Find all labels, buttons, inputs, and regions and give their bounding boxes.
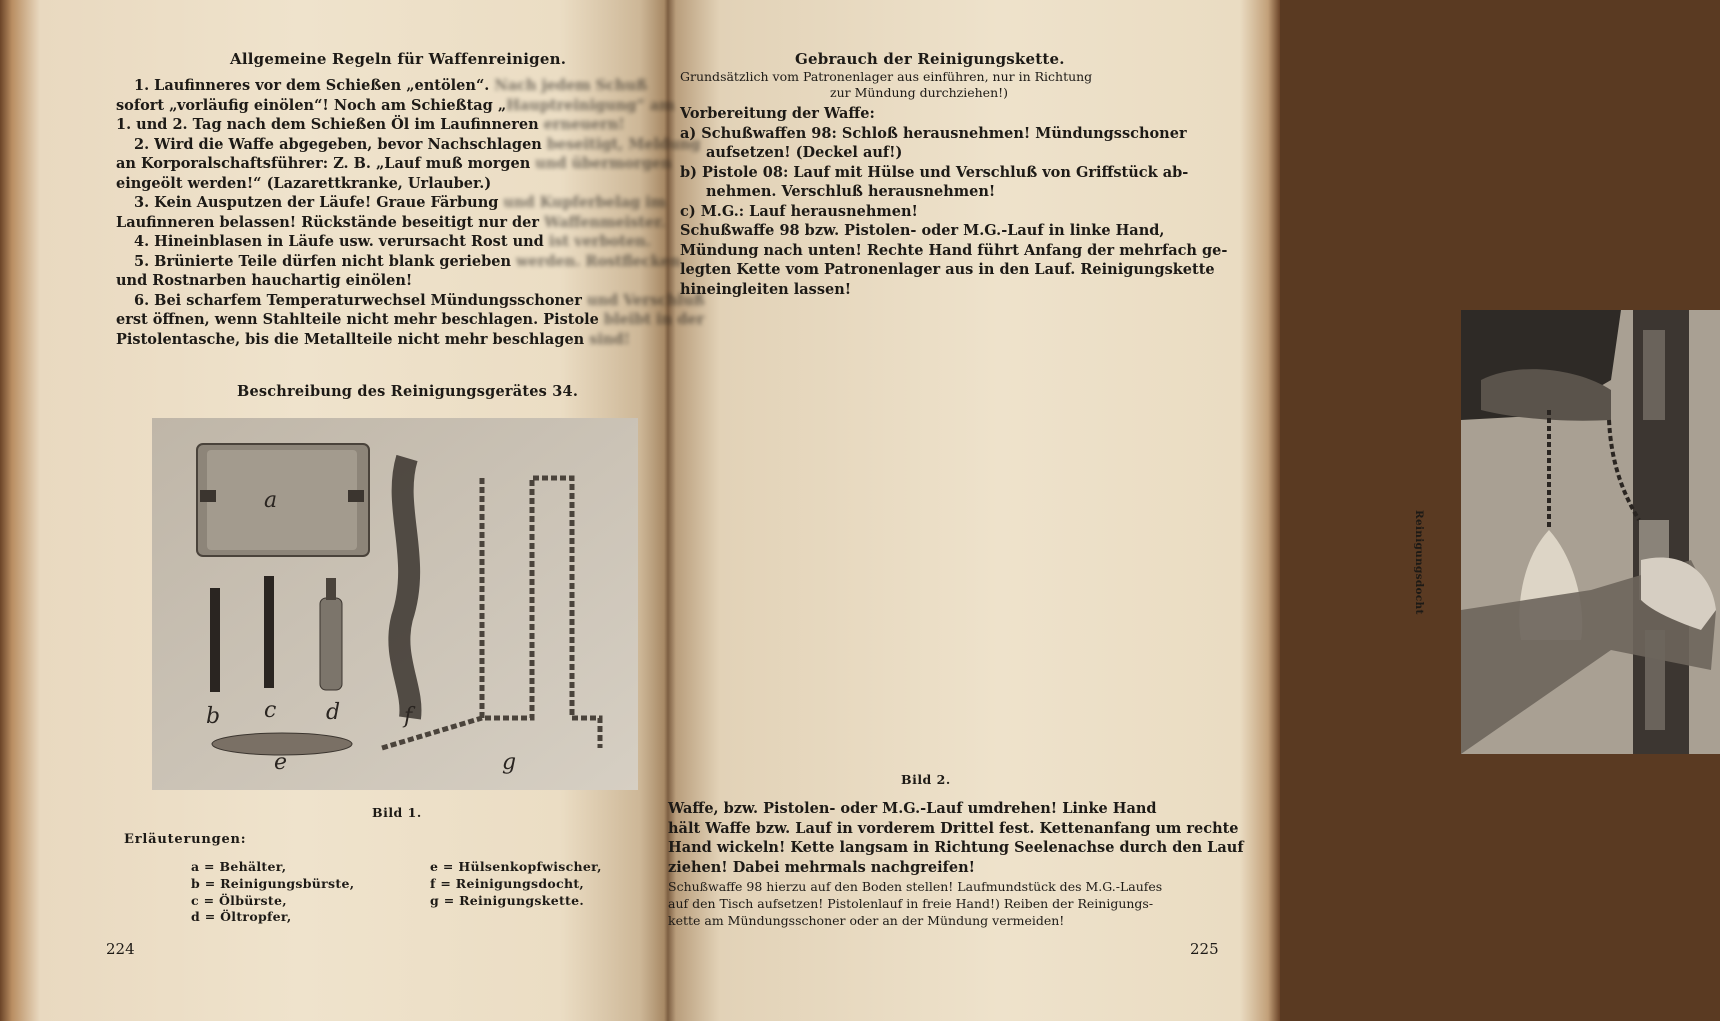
preparation-text	[680, 104, 1227, 299]
rule-line-gutter-text: und Verschluß	[586, 291, 705, 309]
rule-line-text: 4. Hineinblasen in Läufe usw. verursacht Rost und	[134, 233, 549, 250]
rule-line-text: Pistolentasche, bis die Metallteile nicht mehr beschlagen	[116, 330, 590, 348]
rule-line	[116, 174, 705, 194]
rule-line	[116, 96, 705, 116]
procedure-line: Hand wickeln! Kette langsam in Richtung Seelenachse durch den Lauf	[668, 839, 1244, 856]
rule-line	[116, 193, 705, 213]
preparation-line: legten Kette vom Patronenlager aus in den Lauf. Reinigungskette	[680, 261, 1215, 278]
rule-line	[116, 213, 705, 233]
left-page	[0, 0, 705, 1021]
label-a: a	[264, 488, 278, 513]
legend-item-b: b = Reinigungsbürste,	[191, 876, 355, 891]
rule-line-gutter-text: werden. Rostflecken	[516, 252, 681, 270]
label-d: d	[326, 700, 341, 725]
preparation-line: nehmen. Verschluß herausnehmen!	[706, 183, 996, 200]
rule-line	[116, 310, 705, 330]
figure-2-caption: Bild 2.	[901, 772, 951, 787]
procedure-line: Waffe, bzw. Pistolen- oder M.G.-Lauf umdrehen! Linke Hand	[668, 800, 1157, 817]
rule-line	[116, 115, 705, 135]
label-f: f	[404, 704, 413, 729]
rule-line-text: 6. Bei scharfem Temperaturwechsel Mündungsschoner	[134, 291, 587, 309]
left-rules-text	[116, 76, 705, 349]
page-number-right: 225	[1190, 940, 1219, 958]
page-number-left: 224	[106, 940, 135, 958]
rule-line	[116, 252, 705, 272]
label-b: b	[206, 704, 221, 729]
procedure-line: ziehen! Dabei mehrmals nachgreifen!	[668, 858, 975, 876]
rule-line	[116, 232, 705, 252]
legend-item-f: f = Reinigungsdocht,	[430, 876, 585, 891]
legend-item-c: c = Ölbürste,	[191, 893, 287, 908]
legend-item-d: d = Öltropfer,	[191, 909, 292, 924]
rule-line-gutter-text: und übermorgen	[535, 155, 672, 172]
procedure-text	[668, 799, 1244, 928]
intro-line-1: Grundsätzlich vom Patronenlager aus einführen, nur in Richtung	[680, 69, 1093, 84]
procedure-line: Schußwaffe 98 hierzu auf den Boden stellen! Laufmundstück des M.G.-Laufes	[668, 879, 1163, 894]
rule-line-text: an Korporalschaftsführer: Z. B. „Lauf muß morgen	[116, 155, 536, 172]
legend-item-e: e = Hülsenkopfwischer,	[430, 859, 602, 874]
rule-line	[116, 76, 705, 96]
rule-line-text: und Rostnarben hauchartig einölen!	[116, 272, 413, 289]
rule-line-gutter-text: Nach jedem Schuß	[494, 77, 648, 94]
right-page-title: Gebrauch der Reinigungskette.	[795, 50, 1065, 68]
preparation-line: a) Schußwaffen 98: Schloß herausnehmen! Mündungsschoner	[680, 124, 1187, 142]
right-page	[668, 0, 1425, 1021]
photo-label-vertical: Reinigungsdocht	[1413, 510, 1425, 615]
rule-line-text: 1. Laufinneres vor dem Schießen „entölen“.	[134, 77, 495, 94]
rule-line-text: 5. Brünierte Teile dürfen nicht blank gerieben	[134, 252, 517, 270]
rule-line	[116, 330, 705, 350]
procedure-line: auf den Tisch aufsetzen! Pistolenlauf in freie Hand!) Reiben der Reinigungs-	[668, 896, 1154, 911]
preparation-line: Vorbereitung der Waffe:	[680, 105, 875, 122]
rule-line-gutter-text: sind!	[589, 330, 630, 348]
rule-line	[116, 291, 705, 311]
section-title: Beschreibung des Reinigungsgerätes 34.	[237, 383, 579, 400]
preparation-line: Mündung nach unten! Rechte Hand führt Anfang der mehrfach ge-	[680, 241, 1228, 259]
legend-title: Erläuterungen:	[124, 832, 247, 847]
procedure-line: hält Waffe bzw. Lauf in vorderem Drittel fest. Kettenanfang um rechte	[668, 819, 1239, 837]
rule-line-text: Laufinneren belassen! Rückstände beseitigt nur der	[116, 213, 545, 231]
label-g: g	[502, 750, 517, 775]
legend-item-g: g = Reinigungskette.	[430, 893, 585, 908]
preparation-line: hineingleiten lassen!	[680, 280, 852, 298]
rule-line-gutter-text: und Kupferbelag im	[503, 194, 667, 211]
rule-line-text: erst öffnen, wenn Stahlteile nicht mehr beschlagen. Pistole	[116, 311, 604, 328]
preparation-line: b) Pistole 08: Lauf mit Hülse und Verschluß von Griffstück ab-	[680, 163, 1189, 181]
rule-line-gutter-text: ist verboten.	[548, 233, 651, 250]
label-c: c	[264, 698, 277, 723]
cleaning-kit-photo	[152, 418, 638, 790]
rule-line-text: 2. Wird die Waffe abgegeben, bevor Nachschlagen	[134, 135, 547, 153]
rule-line-text: sofort „vorläufig einölen“! Noch am Schießtag „	[116, 96, 507, 114]
left-page-title: Allgemeine Regeln für Waffenreinigen.	[230, 50, 567, 68]
intro-line-2: zur Mündung durchziehen!)	[830, 85, 1009, 100]
cleaning-chain-photo	[1461, 310, 1720, 754]
rule-line-gutter-text: bleibt in der	[603, 311, 705, 328]
rule-line-gutter-text: beseitigt, Meldung	[546, 135, 701, 153]
preparation-line: aufsetzen! (Deckel auf!)	[706, 144, 903, 161]
rule-line-gutter-text: erneuern!	[543, 116, 625, 133]
preparation-line: c) M.G.: Lauf herausnehmen!	[680, 202, 918, 220]
figure-1-caption: Bild 1.	[372, 805, 422, 820]
legend-item-a: a = Behälter,	[191, 859, 287, 874]
rule-line-gutter-text: Waffenmeister.	[544, 213, 666, 231]
rule-line-text: eingeölt werden!“ (Lazarettkranke, Urlauber.)	[116, 174, 492, 192]
label-e: e	[274, 750, 288, 775]
rule-line-gutter-text: Hauptreinigung“ am	[506, 96, 675, 114]
rule-line	[116, 135, 705, 155]
rule-line-text: 3. Kein Ausputzen der Läufe! Graue Färbung	[134, 194, 504, 211]
preparation-line: Schußwaffe 98 bzw. Pistolen- oder M.G.-Lauf in linke Hand,	[680, 222, 1165, 239]
rule-line	[116, 271, 705, 291]
rule-line-text: 1. und 2. Tag nach dem Schießen Öl im Laufinneren	[116, 116, 544, 133]
rule-line	[116, 154, 705, 174]
procedure-line: kette am Mündungsschoner oder an der Mündung vermeiden!	[668, 913, 1065, 928]
